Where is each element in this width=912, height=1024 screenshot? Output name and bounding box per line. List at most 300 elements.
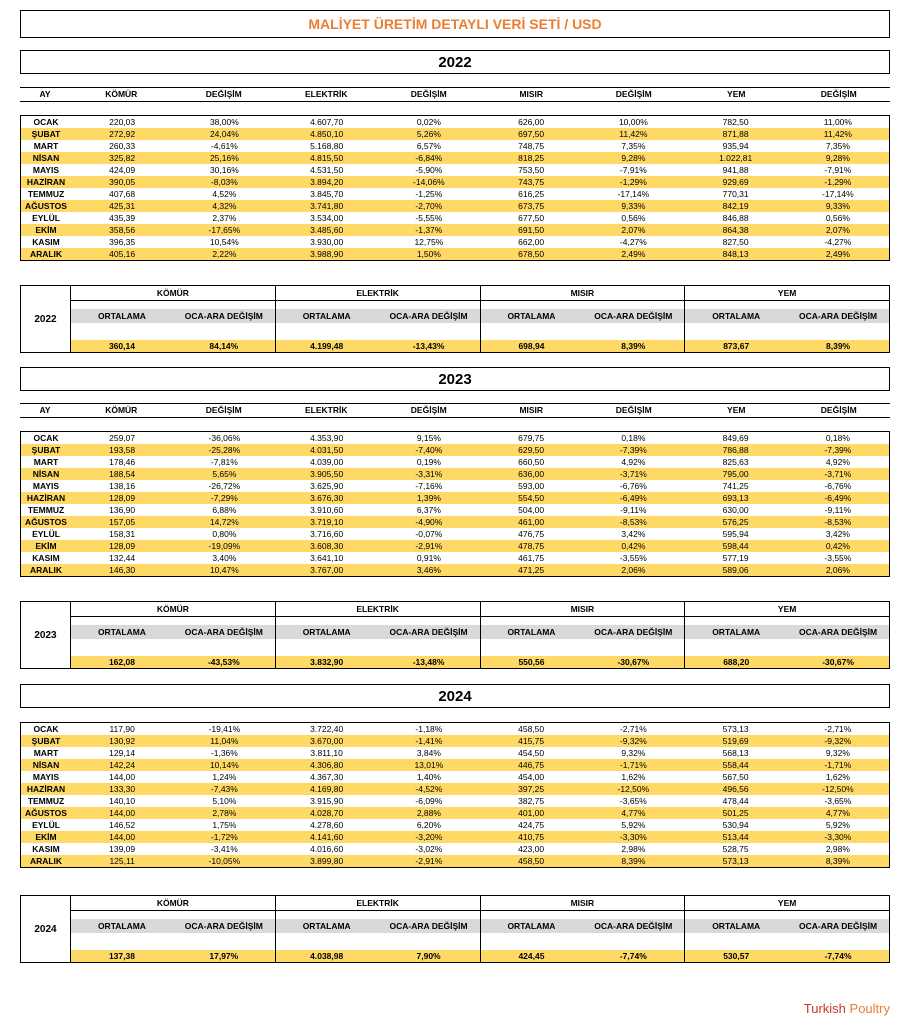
summary-block-headers — [685, 625, 889, 639]
value-cell: -6,49% — [824, 493, 852, 503]
summary-block-values — [276, 340, 480, 352]
value-cell: 513,44 — [722, 832, 749, 842]
value-cell: 3.741,80 — [310, 201, 344, 211]
logo-text-2: Poultry — [849, 1001, 890, 1016]
summary-value: 3.832,90 — [310, 657, 344, 667]
summary-block — [685, 896, 889, 962]
value-cell: -3,65% — [619, 796, 647, 806]
value-cell: 4,92% — [825, 457, 850, 467]
value-cell: -6,76% — [824, 481, 852, 491]
table-row — [21, 783, 889, 795]
summary-value: 7,90% — [416, 951, 441, 961]
value-cell: -7,91% — [824, 165, 852, 175]
summary-value: -13,48% — [412, 657, 445, 667]
table-row — [21, 432, 889, 444]
value-cell: 4.531,50 — [310, 165, 344, 175]
value-cell: 528,75 — [722, 844, 749, 854]
value-cell: 0,02% — [416, 117, 441, 127]
value-cell: 144,00 — [109, 772, 136, 782]
summary-block-headers — [481, 309, 685, 323]
summary-block — [481, 286, 686, 352]
month-cell: TEMMUZ — [27, 796, 65, 806]
spacer — [71, 639, 275, 656]
month-cell: HAZİRAN — [26, 493, 66, 503]
value-cell: -7,29% — [210, 493, 238, 503]
month-cell: NİSAN — [32, 760, 60, 770]
column-header-cell: MISIR — [519, 405, 544, 415]
value-cell: 4.367,30 — [310, 772, 344, 782]
value-cell: -2,71% — [824, 724, 852, 734]
column-header-cell: DEĞİŞİM — [205, 89, 242, 99]
value-cell: -17,14% — [822, 189, 854, 199]
month-cell: EKİM — [35, 225, 57, 235]
table-row — [21, 843, 889, 855]
month-cell: HAZİRAN — [26, 784, 66, 794]
value-cell: 425,31 — [109, 201, 136, 211]
spacer — [481, 301, 685, 309]
value-cell: 558,44 — [722, 760, 749, 770]
value-cell: 825,63 — [722, 457, 749, 467]
value-cell: 407,68 — [109, 189, 136, 199]
table-row — [21, 747, 889, 759]
value-cell: -5,90% — [415, 165, 443, 175]
summary-value: 873,67 — [723, 341, 750, 351]
spacer — [685, 301, 889, 309]
summary-block — [685, 286, 889, 352]
spacer — [71, 301, 275, 309]
spacer — [276, 323, 480, 340]
monthly-table-2024 — [20, 722, 890, 868]
summary-col-label: OCA-ARA DEĞİŞİM — [389, 921, 468, 931]
value-cell: 4,77% — [621, 808, 646, 818]
value-cell: 743,75 — [518, 177, 545, 187]
value-cell: 0,19% — [416, 457, 441, 467]
summary-value: 530,57 — [723, 951, 750, 961]
value-cell: 405,16 — [109, 249, 136, 259]
value-cell: 4.141,60 — [310, 832, 344, 842]
value-cell: 157,05 — [109, 517, 136, 527]
value-cell: -26,72% — [208, 481, 241, 491]
value-cell: 259,07 — [109, 433, 136, 443]
summary-block-name: KÖMÜR — [71, 896, 275, 911]
spacer — [685, 617, 889, 625]
value-cell: 6,20% — [416, 820, 441, 830]
month-cell: MART — [33, 141, 59, 151]
summary-block — [481, 896, 686, 962]
summary-block-headers — [481, 919, 685, 933]
value-cell: 5,92% — [825, 820, 850, 830]
summary-value: -43,53% — [207, 657, 240, 667]
summary-block — [71, 602, 276, 668]
table-row — [21, 188, 889, 200]
value-cell: 458,50 — [518, 724, 545, 734]
value-cell: -14,06% — [413, 177, 445, 187]
value-cell: 478,44 — [722, 796, 749, 806]
value-cell: 693,13 — [722, 493, 749, 503]
year-title-2023: 2023 — [20, 367, 890, 391]
value-cell: -9,32% — [824, 736, 852, 746]
value-cell: -7,39% — [824, 445, 852, 455]
value-cell: 3,84% — [416, 748, 441, 758]
value-cell: -4,27% — [824, 237, 852, 247]
summary-col-label: ORTALAMA — [302, 921, 351, 931]
value-cell: 554,50 — [518, 493, 545, 503]
value-cell: 14,72% — [209, 517, 239, 527]
summary-block-name: ELEKTRİK — [276, 286, 480, 301]
value-cell: 396,35 — [109, 237, 136, 247]
summary-block — [685, 602, 889, 668]
value-cell: 3.811,10 — [310, 748, 343, 758]
summary-col-label: OCA-ARA DEĞİŞİM — [389, 627, 468, 637]
summary-col-label: OCA-ARA DEĞİŞİM — [184, 311, 263, 321]
table-row — [21, 795, 889, 807]
monthly-table-2022 — [20, 115, 890, 261]
month-cell: OCAK — [33, 724, 59, 734]
value-cell: 0,42% — [825, 541, 850, 551]
summary-value: 8,39% — [621, 341, 646, 351]
value-cell: 753,50 — [518, 165, 545, 175]
value-cell: 842,19 — [722, 201, 749, 211]
value-cell: -0,07% — [415, 529, 443, 539]
value-cell: 11,04% — [210, 736, 239, 746]
value-cell: 577,19 — [722, 553, 749, 563]
summary-year: 2024 — [21, 896, 71, 962]
value-cell: 10,00% — [618, 117, 648, 127]
value-cell: -10,05% — [208, 856, 241, 866]
value-cell: 435,39 — [109, 213, 136, 223]
value-cell: 130,92 — [109, 736, 136, 746]
summary-block-name: MISIR — [481, 286, 685, 301]
column-header-cell: DEĞİŞİM — [820, 405, 857, 415]
value-cell: 4,92% — [621, 457, 646, 467]
value-cell: 9,32% — [825, 748, 850, 758]
value-cell: 795,00 — [722, 469, 749, 479]
table-row — [21, 723, 889, 735]
value-cell: 132,44 — [109, 553, 136, 563]
value-cell: 864,38 — [722, 225, 749, 235]
table-row — [21, 540, 889, 552]
value-cell: 11,42% — [619, 129, 648, 139]
value-cell: -4,90% — [415, 517, 443, 527]
summary-col-label: OCA-ARA DEĞİŞİM — [594, 627, 673, 637]
value-cell: 129,14 — [109, 748, 136, 758]
value-cell: 24,04% — [209, 129, 239, 139]
value-cell: 5.168,80 — [310, 141, 344, 151]
table-row — [21, 128, 889, 140]
month-cell: TEMMUZ — [27, 189, 65, 199]
value-cell: 142,24 — [109, 760, 136, 770]
summary-block-headers — [276, 919, 480, 933]
value-cell: -1,29% — [619, 177, 647, 187]
value-cell: 158,31 — [109, 529, 136, 539]
value-cell: 4,52% — [212, 189, 237, 199]
value-cell: 598,44 — [722, 541, 749, 551]
summary-value: -7,74% — [619, 951, 647, 961]
value-cell: -6,84% — [415, 153, 443, 163]
summary-block — [276, 896, 481, 962]
value-cell: 146,30 — [109, 565, 136, 575]
value-cell: -1,18% — [415, 724, 443, 734]
value-cell: 941,88 — [722, 165, 749, 175]
value-cell: 530,94 — [722, 820, 749, 830]
summary-value: -30,67% — [822, 657, 854, 667]
table-row — [21, 528, 889, 540]
value-cell: -3,31% — [415, 469, 443, 479]
summary-col-label: OCA-ARA DEĞİŞİM — [389, 311, 468, 321]
value-cell: 2,06% — [825, 565, 850, 575]
value-cell: 567,50 — [722, 772, 749, 782]
month-cell: ARALIK — [29, 249, 63, 259]
value-cell: -36,06% — [208, 433, 241, 443]
value-cell: 38,00% — [209, 117, 239, 127]
value-cell: 358,56 — [109, 225, 136, 235]
summary-block-values — [685, 340, 889, 352]
summary-table-2022 — [20, 285, 890, 353]
month-cell: ŞUBAT — [31, 129, 61, 139]
value-cell: 576,25 — [722, 517, 749, 527]
value-cell: 848,13 — [722, 249, 749, 259]
summary-value: 162,08 — [108, 657, 135, 667]
value-cell: 827,50 — [722, 237, 749, 247]
value-cell: 589,06 — [722, 565, 749, 575]
month-cell: KASIM — [32, 237, 60, 247]
value-cell: 3,42% — [621, 529, 646, 539]
spacer — [685, 933, 889, 950]
value-cell: 1,40% — [416, 772, 441, 782]
value-cell: -9,11% — [824, 505, 852, 515]
summary-table-2023 — [20, 601, 890, 669]
summary-value: 424,45 — [518, 951, 545, 961]
value-cell: 446,75 — [518, 760, 545, 770]
summary-col-label: ORTALAMA — [97, 311, 146, 321]
value-cell: -12,50% — [822, 784, 854, 794]
value-cell: 220,03 — [109, 117, 136, 127]
value-cell: 3.910,60 — [310, 505, 344, 515]
summary-block-values — [481, 950, 685, 962]
summary-col-label: ORTALAMA — [712, 921, 761, 931]
value-cell: 691,50 — [518, 225, 545, 235]
summary-col-label: ORTALAMA — [302, 311, 351, 321]
value-cell: -7,39% — [619, 445, 647, 455]
spacer — [685, 911, 889, 919]
value-cell: 568,13 — [722, 748, 749, 758]
summary-block-headers — [685, 309, 889, 323]
value-cell: -25,28% — [208, 445, 241, 455]
spacer — [71, 933, 275, 950]
value-cell: 3.485,60 — [310, 225, 344, 235]
value-cell: 3.608,30 — [310, 541, 344, 551]
value-cell: 4.353,90 — [310, 433, 344, 443]
summary-value: 698,94 — [518, 341, 545, 351]
summary-col-label: OCA-ARA DEĞİŞİM — [594, 311, 673, 321]
value-cell: -3,71% — [824, 469, 852, 479]
table-row — [21, 831, 889, 843]
value-cell: 849,69 — [722, 433, 749, 443]
value-cell: 10,54% — [209, 237, 239, 247]
summary-block-values — [71, 656, 275, 668]
value-cell: 4.169,80 — [310, 784, 344, 794]
value-cell: -19,41% — [208, 724, 241, 734]
value-cell: 471,25 — [518, 565, 545, 575]
value-cell: 871,88 — [722, 129, 749, 139]
summary-block-headers — [276, 309, 480, 323]
value-cell: 128,09 — [109, 493, 136, 503]
value-cell: 3.641,10 — [310, 553, 344, 563]
value-cell: 9,33% — [621, 201, 646, 211]
value-cell: 461,75 — [518, 553, 545, 563]
summary-block-name: KÖMÜR — [71, 602, 275, 617]
value-cell: -2,70% — [415, 201, 443, 211]
spacer — [276, 301, 480, 309]
value-cell: 629,50 — [518, 445, 545, 455]
value-cell: -3,71% — [619, 469, 647, 479]
month-cell: KASIM — [32, 844, 60, 854]
spacer — [685, 323, 889, 340]
value-cell: -1,36% — [210, 748, 238, 758]
table-row — [21, 468, 889, 480]
value-cell: 935,94 — [722, 141, 749, 151]
month-cell: KASIM — [32, 553, 60, 563]
value-cell: 673,75 — [518, 201, 545, 211]
value-cell: 4,32% — [212, 201, 237, 211]
table-row — [21, 759, 889, 771]
value-cell: 8,39% — [621, 856, 646, 866]
table-row — [21, 176, 889, 188]
table-row — [21, 236, 889, 248]
table-row — [21, 735, 889, 747]
table-row — [21, 855, 889, 867]
table-row — [21, 771, 889, 783]
table-row — [21, 248, 889, 260]
spacer — [481, 617, 685, 625]
value-cell: 260,33 — [109, 141, 136, 151]
summary-value: -30,67% — [617, 657, 650, 667]
value-cell: 573,13 — [722, 856, 749, 866]
spacer — [481, 639, 685, 656]
value-cell: 4.016,60 — [310, 844, 344, 854]
spacer — [276, 639, 480, 656]
value-cell: -3,20% — [415, 832, 443, 842]
value-cell: 4,77% — [825, 808, 850, 818]
spacer — [481, 911, 685, 919]
value-cell: 4.306,80 — [310, 760, 344, 770]
summary-value: 688,20 — [723, 657, 750, 667]
value-cell: -6,09% — [415, 796, 443, 806]
value-cell: 2,98% — [825, 844, 850, 854]
value-cell: 786,88 — [722, 445, 749, 455]
summary-value: 137,38 — [108, 951, 135, 961]
column-header-cell: ELEKTRİK — [305, 89, 348, 99]
table-row — [21, 564, 889, 576]
value-cell: 4.815,50 — [310, 153, 344, 163]
value-cell: -3,30% — [619, 832, 647, 842]
value-cell: -19,09% — [208, 541, 241, 551]
value-cell: 125,11 — [109, 856, 135, 866]
value-cell: 2,06% — [621, 565, 646, 575]
column-header-cell: DEĞİŞİM — [205, 405, 242, 415]
value-cell: -7,16% — [415, 481, 443, 491]
value-cell: 1,75% — [212, 820, 237, 830]
value-cell: -1,25% — [415, 189, 443, 199]
value-cell: 573,13 — [722, 724, 749, 734]
summary-value: 4.199,48 — [310, 341, 344, 351]
table-row — [21, 504, 889, 516]
value-cell: 2,22% — [212, 249, 237, 259]
value-cell: 662,00 — [518, 237, 545, 247]
table-row — [21, 492, 889, 504]
value-cell: 5,65% — [212, 469, 237, 479]
value-cell: -3,55% — [619, 553, 647, 563]
summary-value: 17,97% — [209, 951, 239, 961]
month-cell: MART — [33, 748, 59, 758]
table-row — [21, 200, 889, 212]
value-cell: 11,42% — [823, 129, 852, 139]
value-cell: 424,09 — [109, 165, 136, 175]
value-cell: -1,37% — [415, 225, 443, 235]
column-header-cell: DEĞİŞİM — [615, 405, 652, 415]
summary-col-label: ORTALAMA — [97, 627, 146, 637]
value-cell: 3.988,90 — [310, 249, 344, 259]
summary-col-label: ORTALAMA — [712, 311, 761, 321]
summary-block — [71, 286, 276, 352]
value-cell: 454,00 — [518, 772, 545, 782]
summary-col-label: ORTALAMA — [97, 921, 146, 931]
spacer — [481, 933, 685, 950]
value-cell: 0,56% — [621, 213, 646, 223]
value-cell: -1,71% — [824, 760, 852, 770]
summary-col-label: ORTALAMA — [507, 921, 556, 931]
value-cell: 9,33% — [825, 201, 850, 211]
value-cell: 397,25 — [518, 784, 545, 794]
value-cell: 3.894,20 — [310, 177, 344, 187]
value-cell: 146,52 — [109, 820, 136, 830]
month-cell: OCAK — [33, 117, 59, 127]
summary-block-values — [685, 656, 889, 668]
value-cell: -9,32% — [619, 736, 647, 746]
summary-value: -13,43% — [412, 341, 445, 351]
value-cell: 1,62% — [621, 772, 646, 782]
table-row — [21, 807, 889, 819]
summary-block-name: ELEKTRİK — [276, 896, 480, 911]
value-cell: 10,14% — [209, 760, 239, 770]
value-cell: 3.930,00 — [310, 237, 344, 247]
summary-block-name: MISIR — [481, 896, 685, 911]
value-cell: 1,50% — [416, 249, 441, 259]
value-cell: -12,50% — [617, 784, 650, 794]
value-cell: -17,14% — [617, 189, 650, 199]
summary-col-label: OCA-ARA DEĞİŞİM — [799, 921, 878, 931]
value-cell: 2,49% — [621, 249, 646, 259]
column-header-cell: YEM — [727, 405, 746, 415]
value-cell: 504,00 — [518, 505, 545, 515]
value-cell: 846,88 — [722, 213, 749, 223]
value-cell: 193,58 — [109, 445, 136, 455]
value-cell: 382,75 — [518, 796, 545, 806]
value-cell: 929,69 — [722, 177, 749, 187]
value-cell: 25,16% — [209, 153, 239, 163]
value-cell: 6,37% — [416, 505, 441, 515]
column-header-cell: AY — [39, 89, 51, 99]
value-cell: 3.670,00 — [310, 736, 344, 746]
value-cell: -4,61% — [210, 141, 238, 151]
page-title: MALİYET ÜRETİM DETAYLI VERİ SETİ / USD — [20, 10, 890, 38]
summary-block — [276, 286, 481, 352]
value-cell: 3,40% — [212, 553, 237, 563]
value-cell: 4.031,50 — [310, 445, 344, 455]
value-cell: 3.915,90 — [310, 796, 344, 806]
month-cell: EYLÜL — [32, 529, 60, 539]
value-cell: 401,00 — [518, 808, 545, 818]
